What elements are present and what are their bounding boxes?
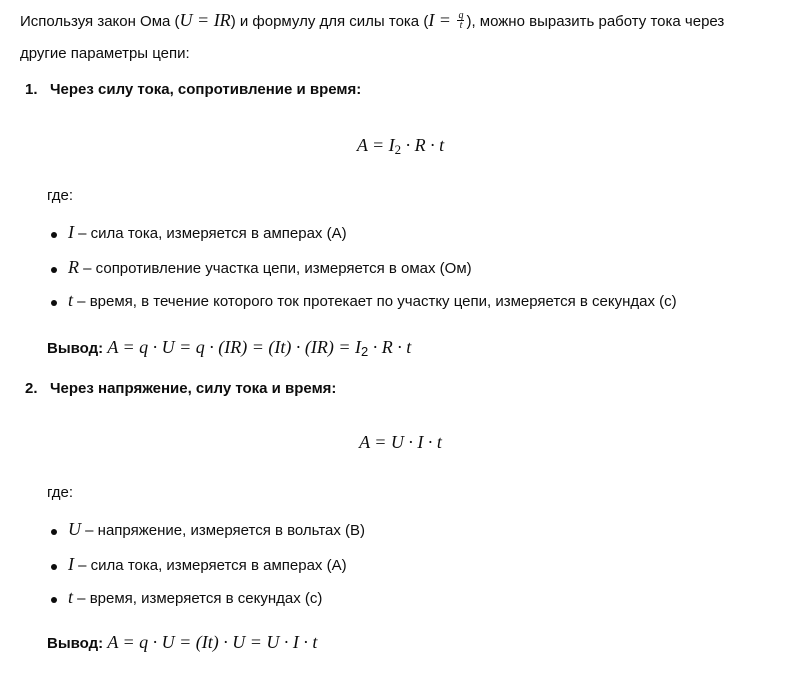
section2-bullet-1 <box>68 519 365 540</box>
bullet-text: – напряжение, измеряется в вольтах (В) <box>81 522 366 539</box>
section2-conclusion <box>47 632 317 653</box>
section2-where: где: <box>47 484 74 501</box>
section1-conclusion-sub: 2 <box>361 344 369 359</box>
bullet-symbol: I <box>68 222 74 242</box>
current-fraction-denominator: t <box>459 19 463 31</box>
bullet-dot <box>51 267 57 273</box>
current-fraction-numerator: q <box>458 9 464 21</box>
current-fraction <box>457 11 464 30</box>
ohm-law-formula: U = IR <box>179 10 231 30</box>
section1-bullet-1 <box>68 222 347 243</box>
section1-number: 1. <box>25 81 38 98</box>
bullet-dot <box>51 529 57 535</box>
section1-conclusion-label: Вывод: <box>47 340 104 357</box>
bullet-dot <box>51 597 57 603</box>
bullet-symbol: U <box>68 519 81 539</box>
section2-conclusion-formula: A = q · U = (It) · U = U · I · t <box>107 632 318 652</box>
bullet-dot <box>51 232 57 238</box>
bullet-dot <box>51 564 57 570</box>
bullet-text: – время, в течение которого ток протекает по участку цепи, измеряется в секундах (с) <box>73 293 677 310</box>
section2-formula <box>0 432 801 454</box>
section1-bullet-2 <box>68 257 472 278</box>
section2-heading: Через напряжение, силу тока и время: <box>50 380 337 397</box>
section1-formula-sub: 2 <box>394 142 402 157</box>
section1-where: где: <box>47 187 74 204</box>
section1-conclusion <box>47 337 411 358</box>
section2-bullet-3 <box>68 587 322 608</box>
section2-conclusion-label: Вывод: <box>47 635 104 652</box>
intro-text-before: Используя закон Ома ( <box>20 13 180 30</box>
bullet-symbol: I <box>68 554 74 574</box>
section1-formula-rhs: · R · t <box>401 135 445 155</box>
section1-formula <box>0 135 801 157</box>
section1-formula-lhs: A = I <box>356 135 395 155</box>
bullet-symbol: t <box>68 290 74 310</box>
bullet-symbol: R <box>68 257 79 277</box>
bullet-text: – сила тока, измеряется в амперах (А) <box>74 557 347 574</box>
section2-formula-text: A = U · I · t <box>359 432 442 452</box>
bullet-text: – сопротивление участка цепи, измеряется в омах (Ом) <box>79 260 472 277</box>
intro-line-1 <box>20 10 724 32</box>
intro-text-middle: ) и формулу для силы тока ( <box>230 13 429 30</box>
section1-heading: Через силу тока, сопротивление и время: <box>50 81 362 98</box>
section1-bullet-3 <box>68 290 677 311</box>
bullet-text: – время, измеряется в секундах (с) <box>73 590 323 607</box>
bullet-text: – сила тока, измеряется в амперах (А) <box>74 225 347 242</box>
section1-conclusion-formula-b: · R · t <box>368 337 412 357</box>
intro-text-after: ), можно выразить работу тока через <box>466 13 725 30</box>
section2-number: 2. <box>25 380 38 397</box>
current-formula-lhs: I = <box>428 10 456 30</box>
section2-bullet-2 <box>68 554 347 575</box>
bullet-dot <box>51 300 57 306</box>
intro-line-2: другие параметры цепи: <box>20 45 190 62</box>
bullet-symbol: t <box>68 587 74 607</box>
section1-conclusion-formula-a: A = q · U = q · (IR) = (It) · (IR) = I <box>107 337 362 357</box>
